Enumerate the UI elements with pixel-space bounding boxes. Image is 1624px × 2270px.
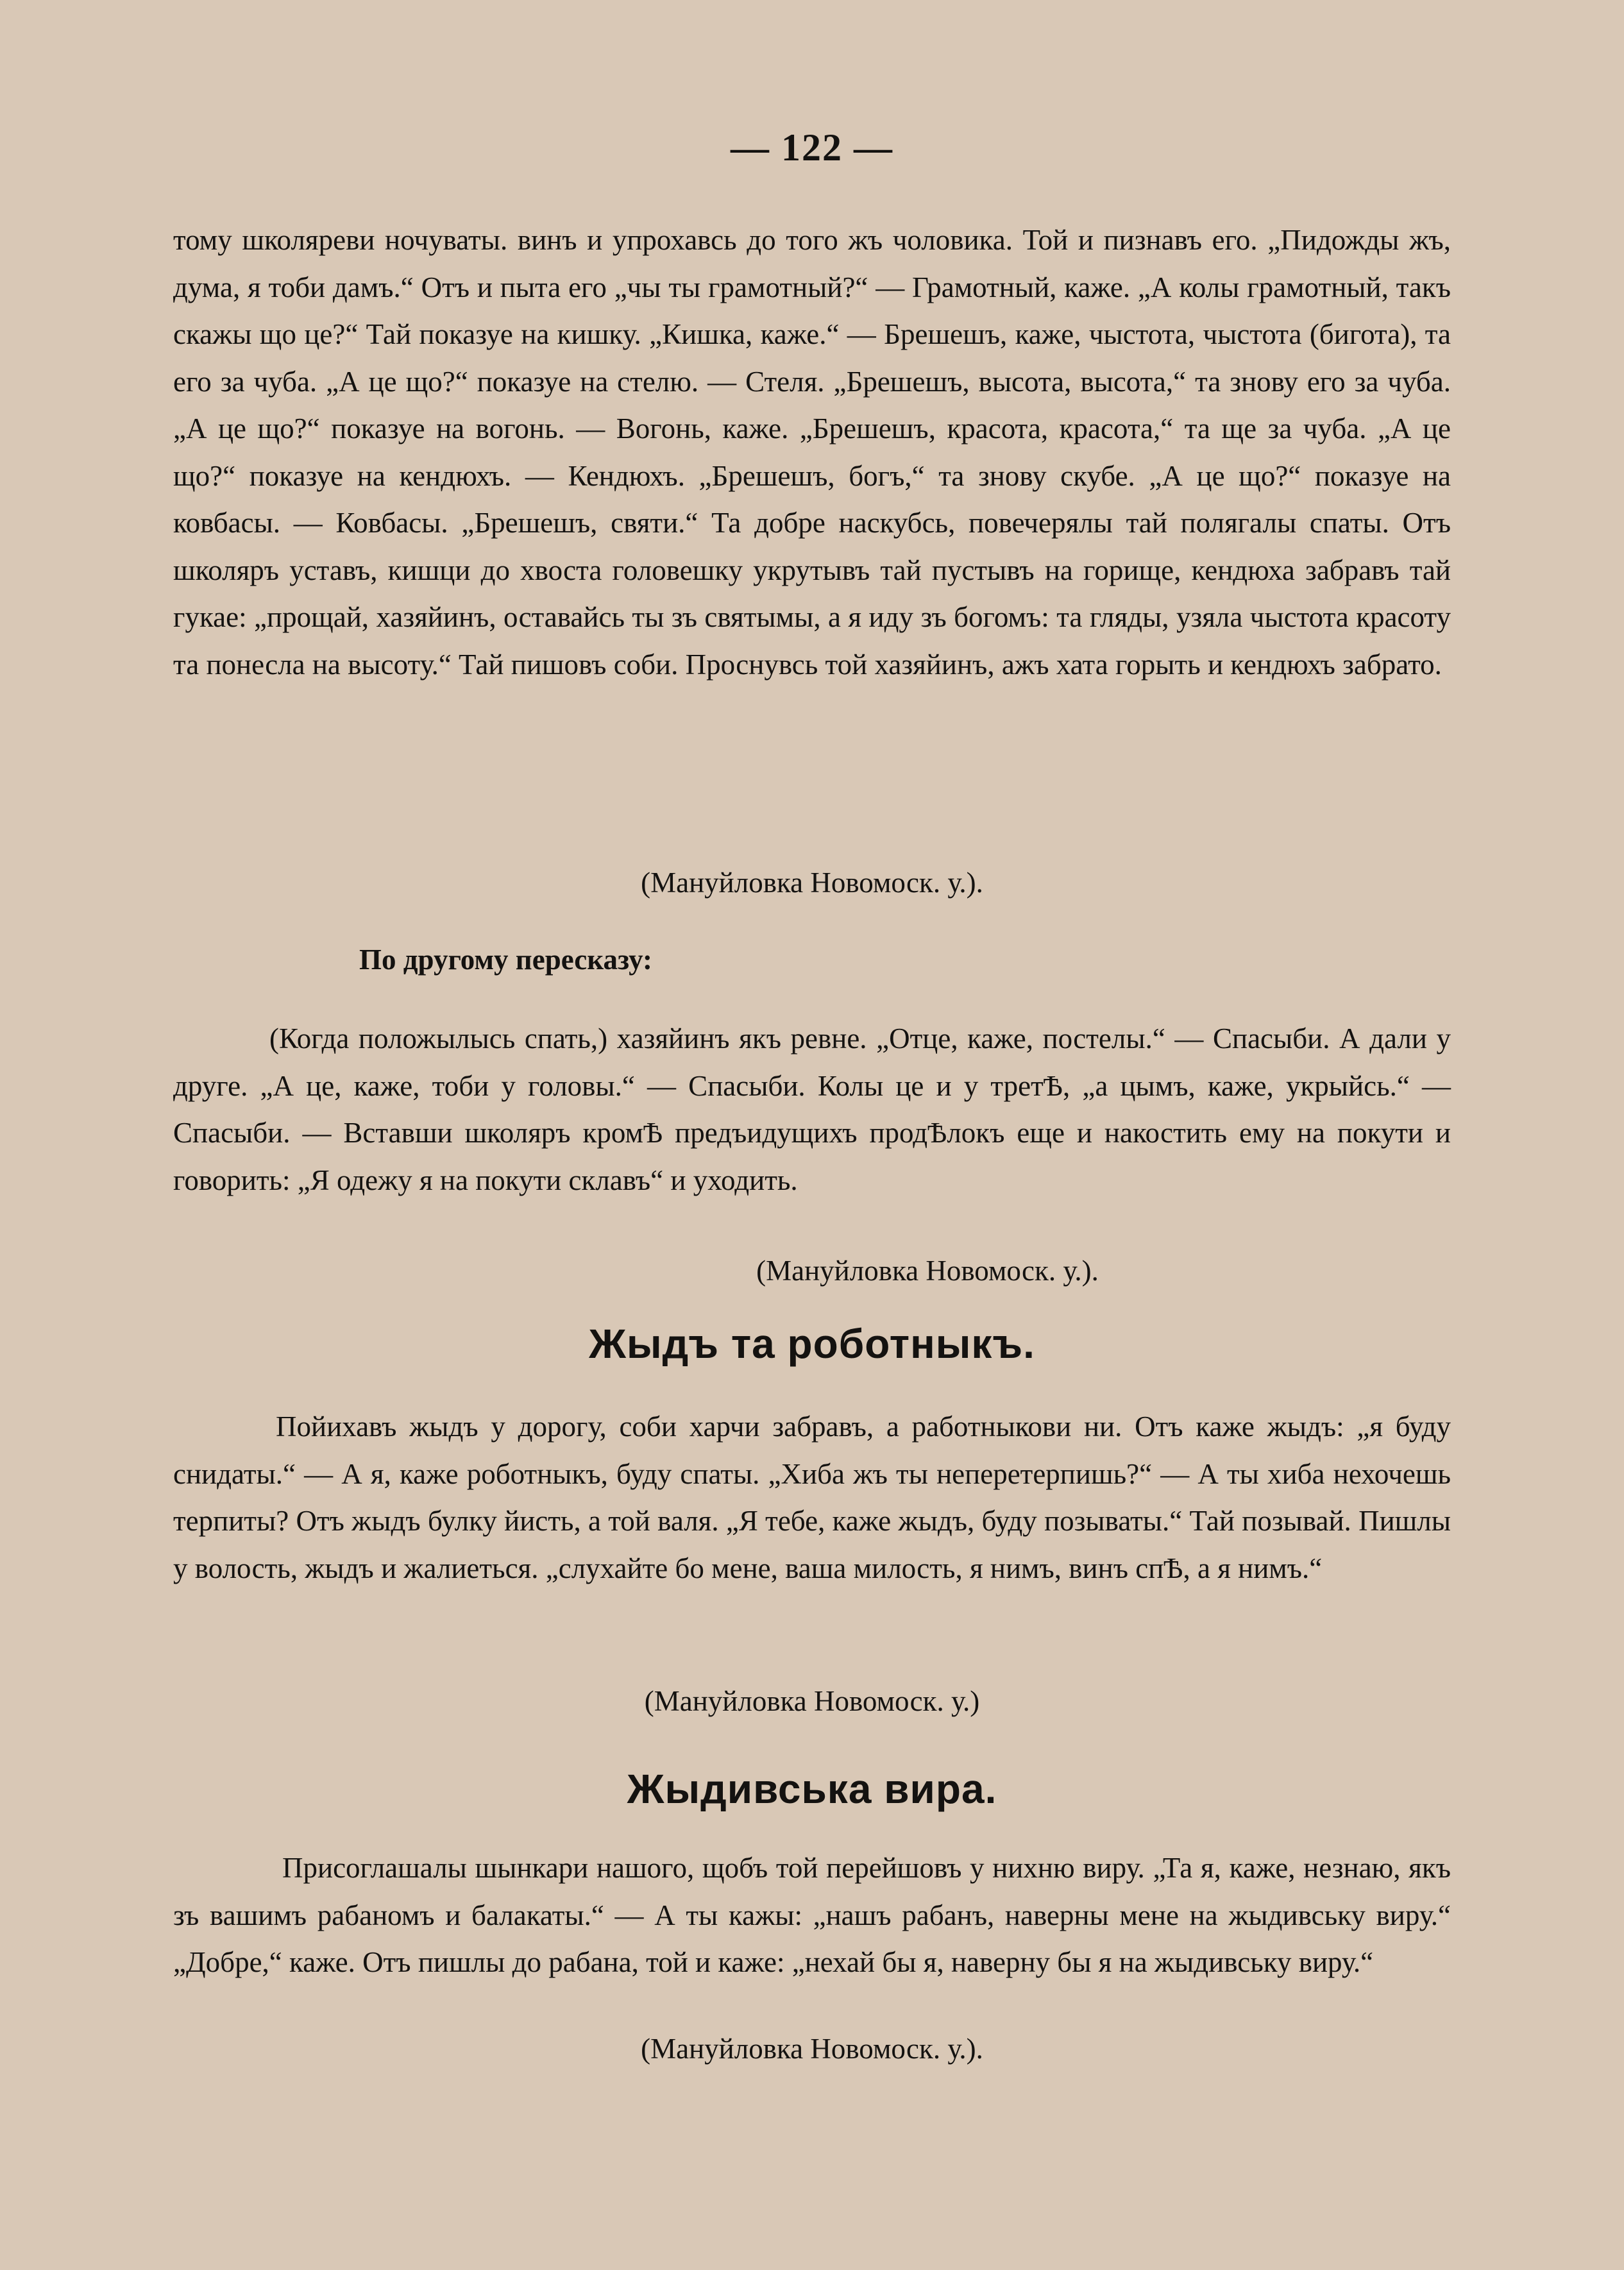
section-heading-2: Жыдивська вира. xyxy=(627,1766,997,1812)
source-note-2: (Мануйловка Новомоск. у.). xyxy=(756,1255,1099,1287)
subheading-variant: По другому пересказу: xyxy=(359,944,653,976)
paragraph-2: (Когда положылысь спать,) хазяйинъ якъ ревне. „Отце, каже, постелы.“ — Спасыби. А дали у друге. „А це, каже, тоби у головы.“ — Спасыби. Колы це и у третѢ, „а цымъ, каже, укрыйсь.“ — Спасыби. — Вставши школяръ кромѢ предъидущихъ продѢлокъ еще и накостить ему на покути и говорить: „Я одежу я на покути склавъ“ и уходить. xyxy=(173,1022,1451,1196)
section-heading-1: Жыдъ та роботныкъ. xyxy=(589,1321,1035,1367)
page-number: — 122 — xyxy=(731,126,893,169)
paragraph-4: Присоглашалы шынкари нашого, щобъ той перейшовъ у нихню виру. „Та я, каже, незнаю, якъ зъ вашимъ рабаномъ и балакаты.“ — А ты кажы: „нашъ рабанъ, наверны мене на жыдивську виру.“ „Добре,“ каже. Отъ пишлы до рабана, той и каже: „нехай бы я, наверну бы я на жыдивську виру.“ xyxy=(173,1852,1451,1978)
source-note-1: (Мануйловка Новомоск. у.). xyxy=(641,867,983,899)
paragraph-3: Пойихавъ жыдъ у дорогу, соби харчи забравъ, а работныкови ни. Отъ каже жыдъ: „я буду снидаты.“ — А я, каже роботныкъ, буду спаты. „Хиба жъ ты неперетерпишь?“ — А ты хиба нехочешь терпиты? Отъ жыдъ булку йисть, а той валя. „Я тебе, каже жыдъ, буду позываты.“ Тай позывай. Пишлы у волость, жыдъ и жалиеться. „слухайте бо мене, ваша милость, я нимъ, винъ спѢ, а я нимъ.“ xyxy=(173,1410,1451,1584)
source-note-4: (Мануйловка Новомоск. у.). xyxy=(641,2033,983,2065)
source-note-3: (Мануйловка Новомоск. у.) xyxy=(644,1685,980,1717)
paragraph-1: тому школяреви ночуваты. винъ и упрохавсь до того жъ чоловика. Той и пизнавъ его. „Пидожды жъ, дума, я тоби дамъ.“ Отъ и пыта его „чы ты грамотный?“ — Грамотный, каже. „А колы грамотный, такъ скажы що це?“ Тай показуе на кишку. „Кишка, каже.“ — Брешешъ, каже, чыстота, чыстота (бигота), та его за чуба. „А це що?“ показуе на стелю. — Стеля. „Брешешъ, высота, высота,“ та знову его за чуба. „А це що?“ показуе на вогонь. — Вогонь, каже. „Брешешъ, красота, красота,“ та ще за чуба. „А це що?“ показуе на кендюхъ. — Кендюхъ. „Брешешъ, богъ,“ та знову скубе. „А це що?“ показуе на ковбасы. — Ковбасы. „Брешешъ, святи.“ Та добре наскубсь, повечерялы тай полягалы спаты. Отъ школяръ уставъ, кишци до хвоста головешку укрутывъ тай пустывъ на горище, кендюха забравъ тай гукае: „прощай, хазяйинъ, оставайсь ты зъ святымы, а я иду зъ богомъ: та гляды, узяла чыстота красоту та понесла на высоту.“ Тай пишовъ соби. Проснувсь той хазяйинъ, ажъ хата горыть и кендюхъ забрато. xyxy=(173,224,1451,681)
